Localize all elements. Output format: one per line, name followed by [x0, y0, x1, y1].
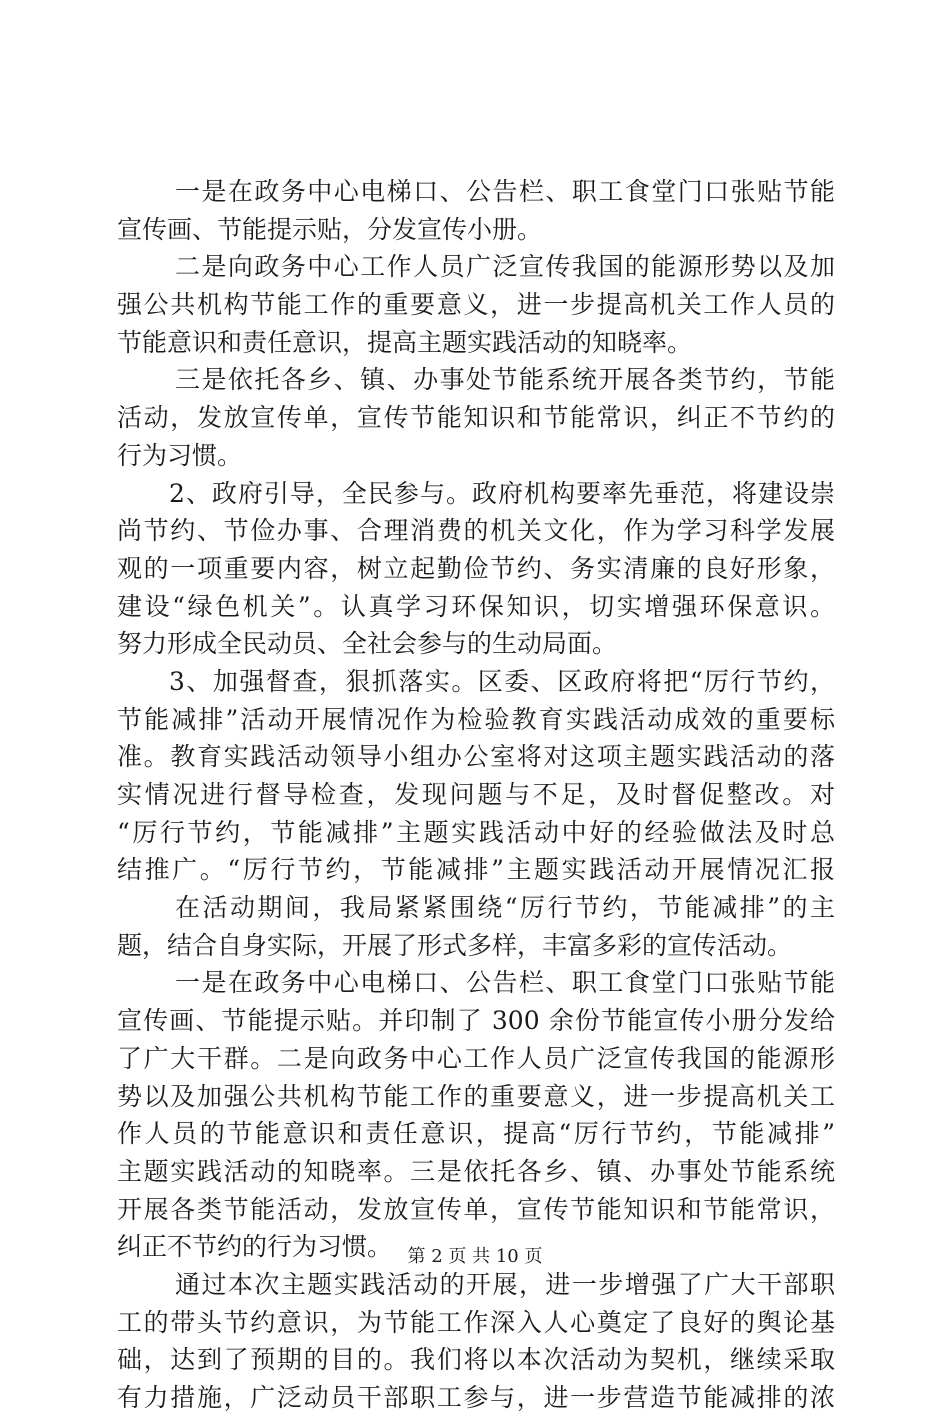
text-line: 实情况进行督导检查，发现问题与不足，及时督促整改。对	[117, 780, 835, 809]
body-text	[117, 173, 835, 1417]
text-line: 尚节约、节俭办事、合理消费的机关文化，作为学习科学发展	[117, 516, 835, 546]
text-line: “厉行节约，节能减排”主题实践活动中好的经验做法及时总	[117, 817, 835, 847]
text-line: 观的一项重要内容，树立起勤俭节约、务实清廉的良好形象，	[117, 553, 835, 583]
text-line: 强公共机构节能工作的重要意义，进一步提高机关工作人员的	[117, 290, 835, 320]
text-line: 础，达到了预期的目的。我们将以本次活动为契机，继续采取	[117, 1345, 835, 1375]
text-line: 建设“绿色机关”。认真学习环保知识，切实增强环保意识。	[117, 591, 835, 621]
text-line: 势以及加强公共机构节能工作的重要意义，进一步提高机关工	[117, 1081, 835, 1111]
text-line: 作人员的节能意识和责任意识，提高“厉行节约，节能减排”	[117, 1119, 835, 1149]
text-line: 宣传画、节能提示贴。并印制了 300 余份节能宣传小册分发给	[117, 1006, 835, 1036]
text-line: 节能意识和责任意识，提高主题实践活动的知晓率。	[117, 327, 693, 357]
text-line: 三是依托各乡、镇、办事处节能系统开展各类节约，节能	[175, 365, 835, 395]
text-line: 工的带头节约意识，为节能工作深入人心奠定了良好的舆论基	[117, 1307, 835, 1337]
text-line: 主题实践活动的知晓率。三是依托各乡、镇、办事处节能系统	[117, 1156, 835, 1186]
text-line: 纠正不节约的行为习惯。	[117, 1232, 393, 1262]
text-line: 3、加强督查，狠抓落实。区委、区政府将把“厉行节约，	[169, 666, 835, 696]
text-line: 行为习惯。	[117, 440, 243, 470]
text-line: 宣传画、节能提示贴，分发宣传小册。	[117, 214, 543, 244]
text-line: 二是向政务中心工作人员广泛宣传我国的能源形势以及加	[175, 252, 835, 282]
text-line: 节能减排”活动开展情况作为检验教育实践活动成效的重要标	[117, 704, 835, 734]
text-line: 2、政府引导，全民参与。政府机构要率先垂范，将建设崇	[169, 478, 835, 508]
text-line: 活动，发放宣传单，宣传节能知识和节能常识，纠正不节约的	[117, 403, 835, 433]
page-footer: 第 2 页 共 10 页	[407, 1246, 543, 1267]
text-line: 了广大干群。二是向政务中心工作人员广泛宣传我国的能源形	[117, 1043, 835, 1073]
text-line: 有力措施，广泛动员干部职工参与，进一步营造节能减排的浓	[117, 1383, 835, 1412]
text-line: 一是在政务中心电梯口、公告栏、职工食堂门口张贴节能	[175, 177, 835, 206]
text-line: 一是在政务中心电梯口、公告栏、职工食堂门口张贴节能	[175, 968, 835, 998]
text-line: 努力形成全民动员、全社会参与的生动局面。	[117, 629, 618, 659]
text-line: 开展各类节能活动，发放宣传单，宣传节能知识和节能常识，	[117, 1194, 835, 1224]
text-line: 通过本次主题实践活动的开展，进一步增强了广大干部职	[175, 1269, 835, 1299]
text-line: 题，结合自身实际，开展了形式多样，丰富多彩的宣传活动。	[117, 930, 793, 960]
text-line: 在活动期间，我局紧紧围绕“厉行节约，节能减排”的主	[175, 893, 835, 923]
text-line: 准。教育实践活动领导小组办公室将对这项主题实践活动的落	[117, 742, 835, 772]
text-line: 结推广。“厉行节约，节能减排”主题实践活动开展情况汇报	[117, 855, 835, 885]
